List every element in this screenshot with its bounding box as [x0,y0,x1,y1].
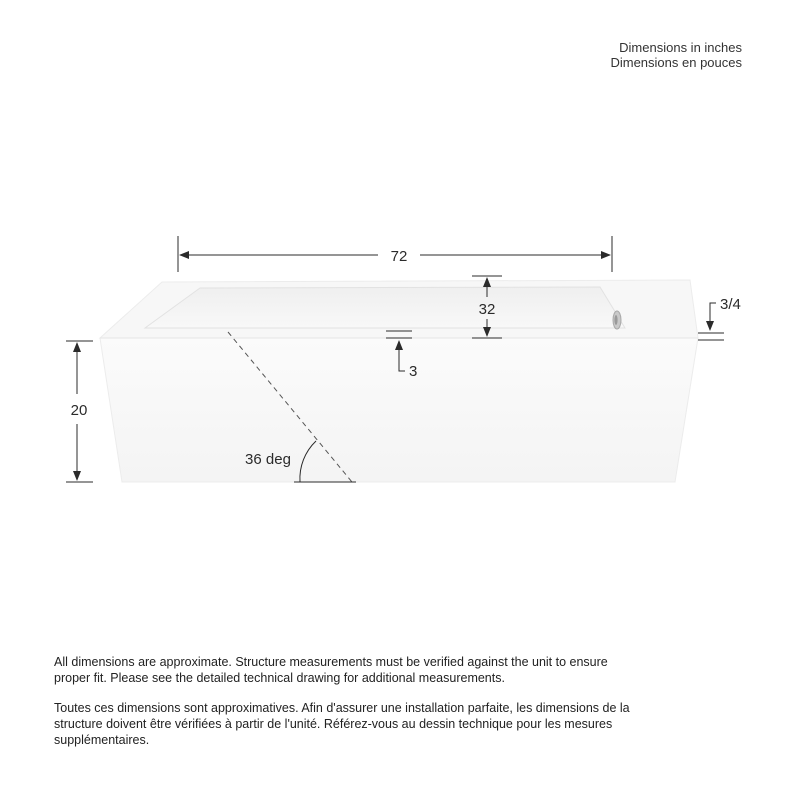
units-english: Dimensions in inches [619,40,742,55]
length-label: 72 [390,248,408,265]
lip-label: 3/4 [720,296,741,313]
length-dimension [178,236,612,272]
units-french: Dimensions en pouces [610,55,742,70]
rim-offset-label: 3 [409,363,418,380]
lip-dimension [698,296,741,340]
tub-basin [145,287,625,328]
disclaimer-notes [54,654,634,762]
drain-overflow-icon [613,311,621,329]
angle-label: 36 deg [245,451,291,468]
height-label: 20 [70,402,88,419]
bathtub [100,280,698,482]
width-label: 32 [478,301,496,318]
disclaimer-english: All dimensions are approximate. Structure measurements must be verified against the unit to ensure proper fit. Please see the detailed technical drawing for additional measurements. [54,655,608,685]
disclaimer-french: Toutes ces dimensions sont approximatives. Afin d'assurer une installation parfaite, les dimensions de la structure doivent être vérifiées à partir de l'unité. Référez-vous au dessin technique pour les mesures supplémentaires. [54,701,630,747]
height-dimension [66,341,93,482]
